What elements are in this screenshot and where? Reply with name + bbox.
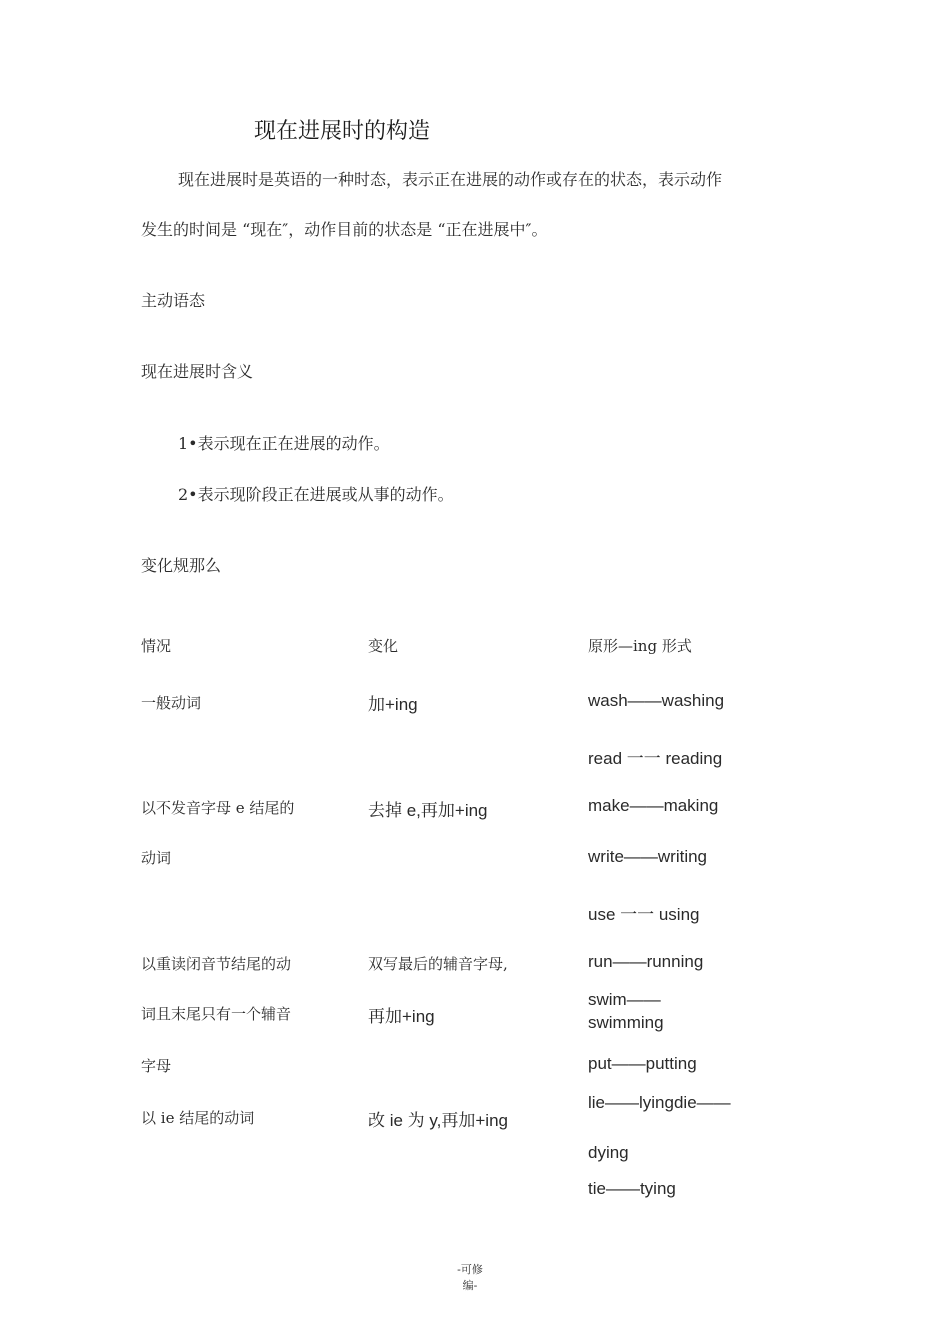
page-footer bbox=[440, 1262, 500, 1294]
intro-line-1: 现在进展时是英语的一种时态，表示正在进展的动作或存在的状态，表示动作 bbox=[178, 170, 723, 189]
table-row-3-situation-3: 字母 bbox=[141, 1057, 172, 1075]
table-row-2-form-1: make——making bbox=[588, 796, 719, 815]
table-row-2-situation-2: 动词 bbox=[141, 849, 172, 867]
table-row-3-change-1: 双写最后的辅音字母, bbox=[368, 955, 508, 973]
table-row-3-situation-1: 以重读闭音节结尾的动 bbox=[141, 955, 292, 973]
meaning-item-2: 2•表示现阶段正在进展或从事的动作。 bbox=[178, 485, 454, 504]
table-row-2-change: 去掉 e,再加+ing bbox=[368, 801, 488, 820]
table-row-3-form-2: swim—— bbox=[588, 990, 661, 1009]
rules-heading: 变化规那么 bbox=[141, 556, 222, 575]
table-row-3-form-1: run——running bbox=[588, 952, 704, 971]
table-row-2-form-3: use 一一 using bbox=[588, 905, 700, 924]
table-row-3-change-2: 再加+ing bbox=[368, 1007, 435, 1026]
table-header-change: 变化 bbox=[368, 637, 399, 655]
table-row-3-form-4: put——putting bbox=[588, 1054, 697, 1073]
table-row-2-situation-1: 以不发音字母 e 结尾的 bbox=[141, 799, 295, 817]
table-row-4-form-1: lie——lyingdie—— bbox=[588, 1093, 731, 1112]
table-row-3-form-3: swimming bbox=[588, 1013, 664, 1032]
table-row-1-change: 加+ing bbox=[368, 695, 418, 714]
active-voice-heading: 主动语态 bbox=[141, 291, 206, 310]
table-row-2-form-2: write——writing bbox=[588, 847, 708, 866]
footer-line-2: 编- bbox=[462, 1279, 478, 1292]
document-title: 现在进展时的构造 bbox=[254, 119, 431, 144]
footer-line-1: -可修 bbox=[457, 1263, 483, 1276]
table-row-1-form-1: wash——washing bbox=[588, 691, 725, 710]
table-row-4-change: 改 ie 为 y,再加+ing bbox=[368, 1111, 508, 1130]
table-row-4-form-2: dying bbox=[588, 1143, 629, 1162]
table-header-form: 原形—ing 形式 bbox=[588, 637, 692, 655]
intro-line-2: 发生的时间是 “现在″，动作目前的状态是 “正在进展中″。 bbox=[141, 220, 548, 239]
meaning-heading: 现在进展时含义 bbox=[141, 362, 254, 381]
table-row-1-situation: 一般动词 bbox=[141, 694, 202, 712]
table-row-3-situation-2: 词且末尾只有一个辅音 bbox=[141, 1005, 292, 1023]
table-header-situation: 情况 bbox=[141, 637, 172, 655]
table-row-4-situation: 以 ie 结尾的动词 bbox=[141, 1109, 255, 1127]
table-row-1-form-2: read 一一 reading bbox=[588, 749, 723, 768]
meaning-item-1: 1•表示现在正在进展的动作。 bbox=[178, 434, 390, 453]
table-row-4-form-3: tie——tying bbox=[588, 1179, 676, 1198]
